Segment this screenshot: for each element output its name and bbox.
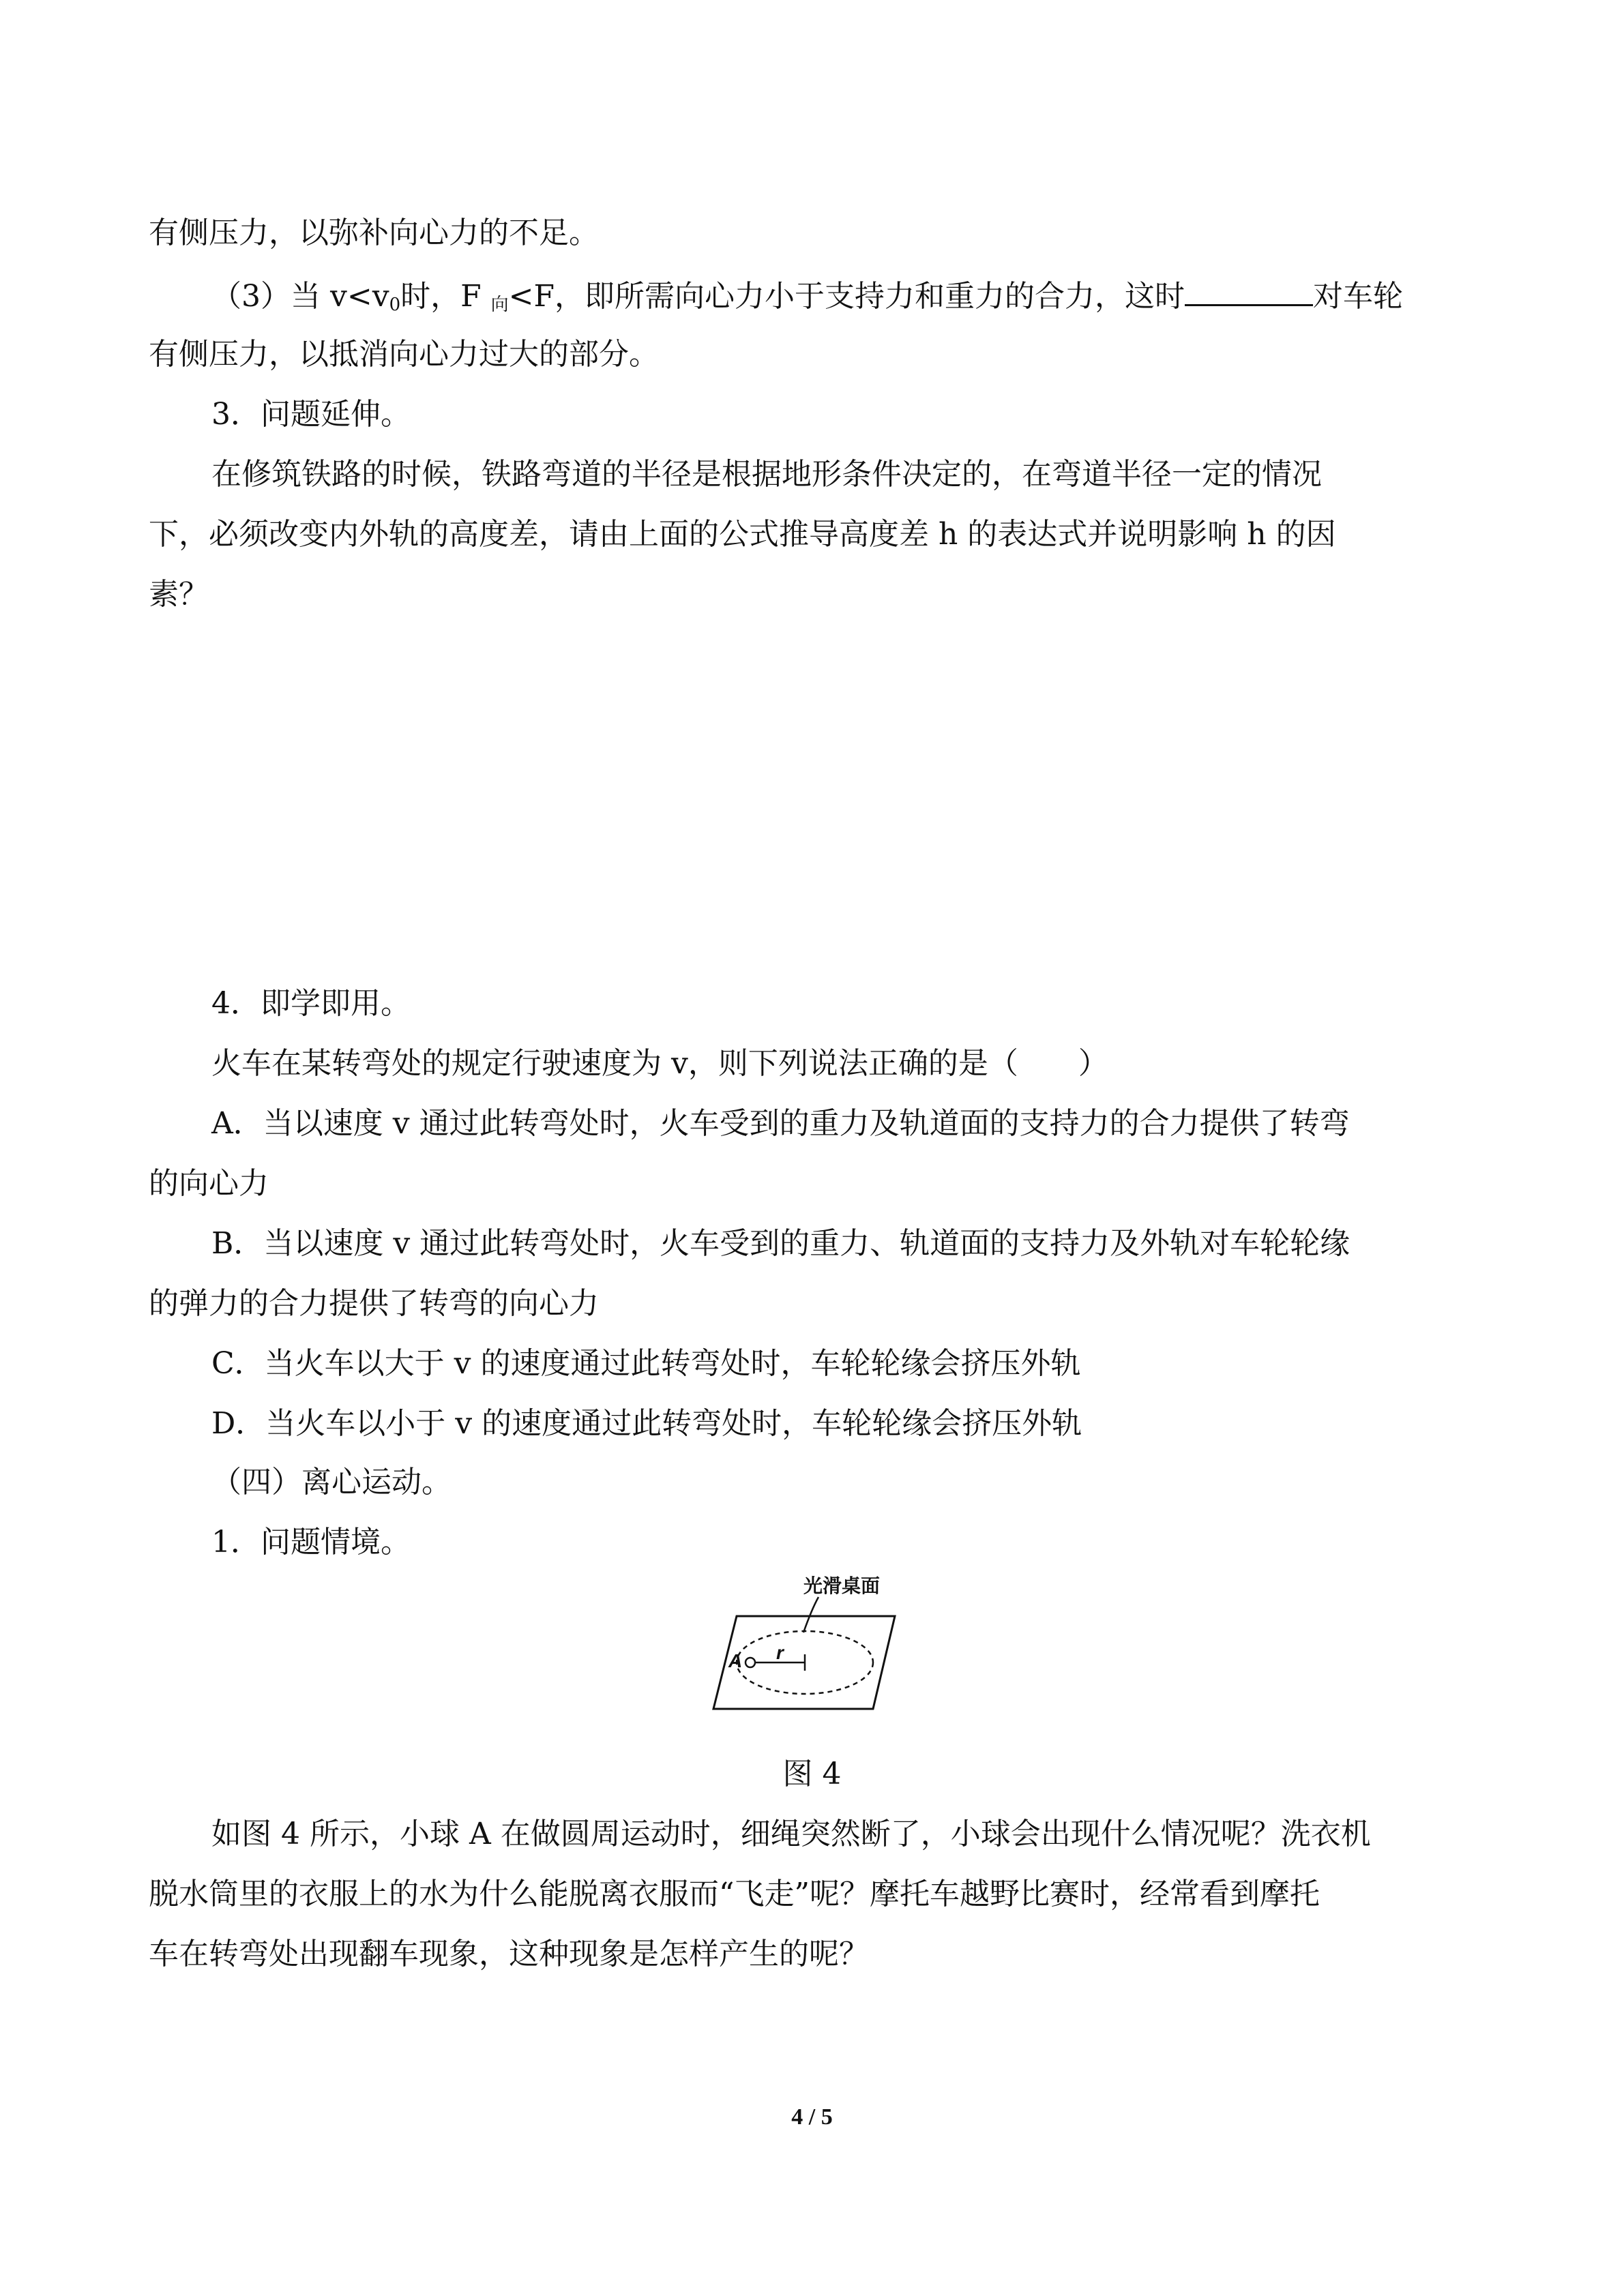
section-heading: （四）离心运动。	[211, 1465, 452, 1500]
section-heading: 1．问题情境。	[211, 1525, 411, 1560]
surface-label: 光滑桌面	[803, 1575, 881, 1596]
text-fragment: 对车轮	[1313, 279, 1404, 314]
option-a-cont: 的向心力	[149, 1166, 269, 1201]
text-fragment: 时，F	[400, 279, 491, 314]
text-line: 素？	[149, 577, 209, 612]
answer-blank[interactable]	[1185, 275, 1313, 306]
option-a: A．当以速度 v 通过此转弯处时，火车受到的重力及轨道面的支持力的合力提供了转弯	[211, 1106, 1350, 1141]
subscript-zero: 0	[389, 295, 401, 315]
option-d: D．当火车以小于 v 的速度通过此转弯处时，车轮轮缘会挤压外轨	[211, 1406, 1082, 1441]
text-line: 有侧压力，以抵消向心力过大的部分。	[149, 337, 659, 372]
text-line: 脱水筒里的衣服上的水为什么能脱离衣服而“飞走”呢？摩托车越野比赛时，经常看到摩托	[149, 1877, 1320, 1911]
radius-label: r	[776, 1642, 784, 1663]
text-line: 在修筑铁路的时候，铁路弯道的半径是根据地形条件决定的，在弯道半径一定的情况	[211, 457, 1322, 492]
ball-a	[745, 1658, 755, 1667]
figure-caption: 图 4	[782, 1757, 842, 1791]
text-fragment: （3）当 v<v	[211, 279, 389, 314]
text-line: 车在转弯处出现翻车现象，这种现象是怎样产生的呢？	[149, 1937, 869, 1971]
page-number: 4 / 5	[791, 2104, 833, 2130]
section-heading: 3．问题延伸。	[211, 397, 411, 432]
text-fragment: <F，即所需向心力小于支持力和重力的合力，这时	[508, 279, 1185, 314]
text-line: 有侧压力，以弥补向心力的不足。	[149, 215, 599, 250]
subscript-xiang: 向	[490, 295, 509, 315]
ball-label: A	[728, 1650, 743, 1671]
section-heading: 4．即学即用。	[211, 986, 411, 1021]
question-stem: 火车在某转弯处的规定行驶速度为 v，则下列说法正确的是（ ）	[211, 1046, 1108, 1081]
text-line: 如图 4 所示，小球 A 在做圆周运动时，细绳突然断了，小球会出现什么情况呢？洗衣机	[211, 1817, 1371, 1851]
figure-4	[709, 1575, 900, 1712]
option-c: C．当火车以大于 v 的速度通过此转弯处时，车轮轮缘会挤压外轨	[211, 1346, 1081, 1381]
option-b: B．当以速度 v 通过此转弯处时，火车受到的重力、轨道面的支持力及外轨对车轮轮缘	[211, 1226, 1350, 1261]
text-line: 下，必须改变内外轨的高度差，请由上面的公式推导高度差 h 的表达式并说明影响 h 的因	[149, 517, 1336, 552]
option-b-cont: 的弹力的合力提供了转弯的向心力	[149, 1286, 599, 1321]
label-pointer	[803, 1597, 818, 1632]
question-3-line	[211, 275, 1403, 325]
